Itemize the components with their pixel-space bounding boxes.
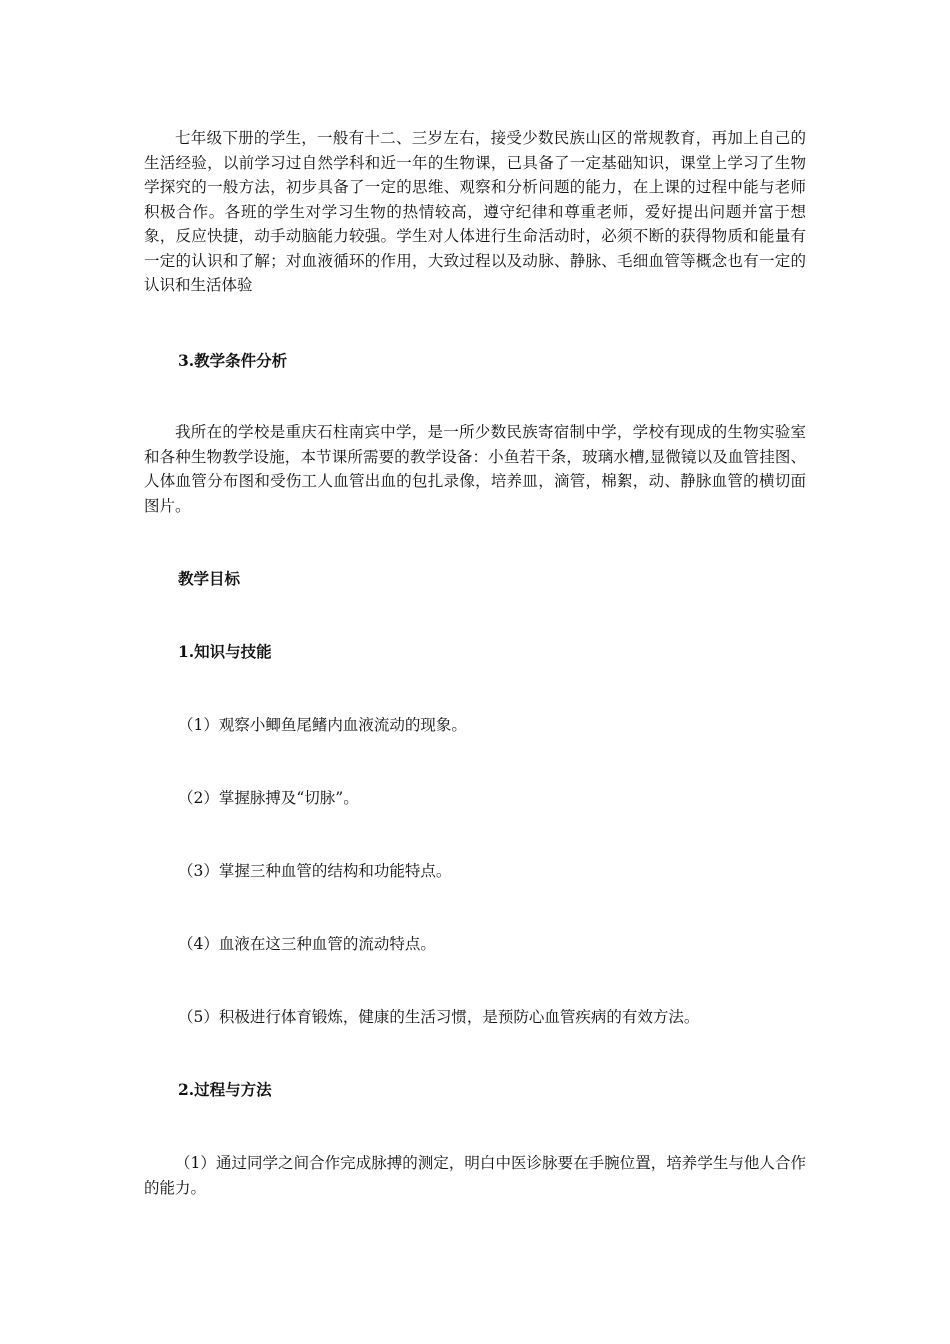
subheading-knowledge-skills: 1.知识与技能 <box>178 642 272 661</box>
objective-item-3: （3）掌握三种血管的结构和功能特点。 <box>178 862 452 880</box>
subheading-process-methods: 2.过程与方法 <box>178 1080 272 1099</box>
teaching-conditions-paragraph: 我所在的学校是重庆石柱南宾中学，是一所少数民族寄宿制中学，学校有现成的生物实验室和各种生物教学设施，本节课所需要的教学设备：小鱼若干条，玻璃水槽,显微镜以及血管挂图、人体血管分布图和受伤工人血管出血的包扎录像，培养皿，滴管，棉絮，动、静脉血管的横切面图片。 <box>144 423 806 515</box>
objective-item-1: （1）观察小鲫鱼尾鳍内血液流动的现象。 <box>178 716 467 734</box>
process-paragraph: （1）通过同学之间合作完成脉搏的测定，明白中医诊脉要在手腕位置，培养学生与他人合作的能力。 <box>144 1154 806 1197</box>
objective-item-4: （4）血液在这三种血管的流动特点。 <box>178 935 436 953</box>
section-heading-objectives: 教学目标 <box>178 569 241 588</box>
section-heading-teaching-conditions: 3.教学条件分析 <box>178 351 288 370</box>
objective-item-5: （5）积极进行体育锻炼，健康的生活习惯，是预防心血管疾病的有效方法。 <box>178 1008 700 1026</box>
objective-item-2: （2）掌握脉搏及“切脉”。 <box>178 789 359 807</box>
students-analysis-paragraph: 七年级下册的学生，一般有十二、三岁左右，接受少数民族山区的常规教育，再加上自己的生活经验，以前学习过自然学科和近一年的生物课，已具备了一定基础知识，课堂上学习了生物学探究的一般方法，初步具备了一定的思维、观察和分析问题的能力，在上课的过程中能与老师积极合作。各班的学生对学习生物的热情较高，遵守纪律和尊重老师，爱好提出问题并富于想象，反应快捷，动手动脑能力较强。学生对人体进行生命活动时，必须不断的获得物质和能量有一定的认识和了解；对血液循环的作用，大致过程以及动脉、静脉、毛细血管等概念也有一定的认识和生活体验 <box>144 129 806 294</box>
